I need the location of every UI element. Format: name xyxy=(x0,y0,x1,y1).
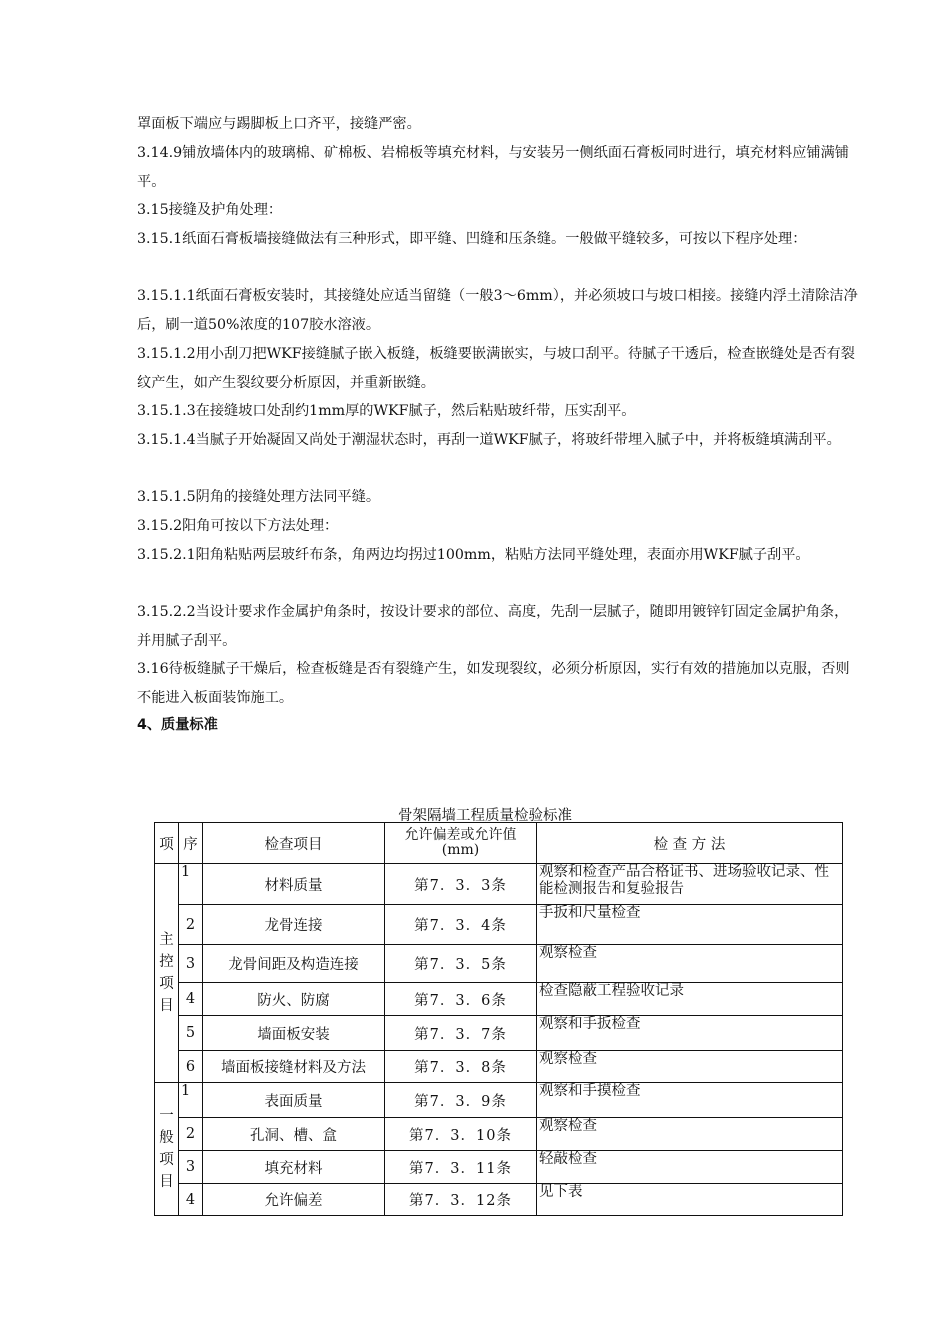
table-row xyxy=(155,1051,843,1083)
header-category: 项 xyxy=(155,823,179,864)
table-row xyxy=(155,1118,843,1151)
row-item: 孔洞、槽、盒 xyxy=(203,1118,385,1151)
table-row xyxy=(155,983,843,1016)
table-row xyxy=(155,945,843,983)
row-item: 墙面板安装 xyxy=(203,1016,385,1051)
group-general-label: 一 般 项 目 xyxy=(155,1083,179,1216)
header-allowance-line1: 允许偏差或允许值 xyxy=(404,827,517,843)
row-index: 2 xyxy=(179,905,203,945)
header-sequence: 序 xyxy=(179,823,203,864)
section-heading: 4、质量标准 xyxy=(137,717,218,733)
paragraph: 3.15.1.3在接缝坡口处刮约1mm厚的WKF腻子，然后粘贴玻纤带，压实刮平。 xyxy=(137,403,636,419)
row-index: 3 xyxy=(179,1151,203,1184)
header-inspection-item: 检查项目 xyxy=(203,823,385,864)
paragraph: 3.15.1.2用小刮刀把WKF接缝腻子嵌入板缝，板缝要嵌满嵌实，与坡口刮平。待腻子干透后，检查嵌缝处是否有裂纹产生，如产生裂纹要分析原因，并重新嵌缝。 xyxy=(137,346,855,391)
table-row xyxy=(155,905,843,945)
row-item: 防火、防腐 xyxy=(203,983,385,1016)
table-row xyxy=(155,1151,843,1184)
row-reference: 第7．3．6条 xyxy=(385,983,537,1016)
row-index: 6 xyxy=(179,1051,203,1083)
paragraph: 3.15.1纸面石膏板墙接缝做法有三种形式，即平缝、凹缝和压条缝。一般做平缝较多，可按以下程序处理： xyxy=(137,231,807,247)
paragraph: 3.15.1.4当腻子开始凝固又尚处于潮湿状态时，再刮一道WKF腻子，将玻纤带埋入腻子中，并将板缝填满刮平。 xyxy=(137,432,841,448)
table-row xyxy=(155,1016,843,1051)
table-row xyxy=(155,864,843,905)
row-index: 4 xyxy=(179,983,203,1016)
row-index: 5 xyxy=(179,1016,203,1051)
row-index: 2 xyxy=(179,1118,203,1151)
row-method: 见下表 xyxy=(537,1184,843,1216)
row-reference: 第7．3．10条 xyxy=(385,1118,537,1151)
row-item: 表面质量 xyxy=(203,1083,385,1118)
row-reference: 第7．3．3条 xyxy=(385,864,537,905)
table-header-row xyxy=(155,823,843,864)
paragraph: 3.14.9铺放墙体内的玻璃棉、矿棉板、岩棉板等填充材料，与安装另一侧纸面石膏板同时进行，填充材料应铺满铺平。 xyxy=(137,145,849,190)
paragraph: 3.15.2阳角可按以下方法处理： xyxy=(137,518,339,534)
paragraph: 3.15.1.1纸面石膏板安装时，其接缝处应适当留缝（一般3～6mm），并必须坡口与坡口相接。接缝内浮土清除洁净后，刷一道50%浓度的107胶水溶液。 xyxy=(137,288,858,333)
row-method: 观察检查 xyxy=(537,1051,843,1083)
row-index: 3 xyxy=(179,945,203,983)
row-method: 轻敲检查 xyxy=(537,1151,843,1184)
row-reference: 第7．3．12条 xyxy=(385,1184,537,1216)
header-inspection-method: 检 查 方 法 xyxy=(537,823,843,864)
row-method: 观察检查 xyxy=(537,945,843,983)
header-allowance-unit: (mm) xyxy=(441,842,480,858)
paragraph: 3.15.2.1阳角粘贴两层玻纤布条，角两边均拐过100mm，粘贴方法同平缝处理，表面亦用WKF腻子刮平。 xyxy=(137,547,810,563)
row-item: 材料质量 xyxy=(203,864,385,905)
quality-standard-table xyxy=(154,822,843,1216)
paragraph: 3.16待板缝腻子干燥后，检查板缝是否有裂缝产生，如发现裂纹，必须分析原因，实行有效的措施加以克服，否则不能进入板面装饰施工。 xyxy=(137,661,850,706)
paragraph: 3.15.1.5阴角的接缝处理方法同平缝。 xyxy=(137,489,381,505)
paragraph: 3.15接缝及护角处理： xyxy=(137,202,283,218)
row-item: 龙骨间距及构造连接 xyxy=(203,945,385,983)
table-row xyxy=(155,1184,843,1216)
paragraph: 罩面板下端应与踢脚板上口齐平，接缝严密。 xyxy=(137,116,421,132)
row-method: 手扳和尺量检查 xyxy=(537,905,843,945)
row-method: 观察检查 xyxy=(537,1118,843,1151)
row-index: 1 xyxy=(179,864,203,905)
row-method: 观察和手摸检查 xyxy=(537,1083,843,1118)
row-index: 4 xyxy=(179,1184,203,1216)
row-item: 墙面板接缝材料及方法 xyxy=(203,1051,385,1083)
row-index: 1 xyxy=(179,1083,203,1118)
row-item: 填充材料 xyxy=(203,1151,385,1184)
table-title: 骨架隔墙工程质量检验标准 xyxy=(398,808,572,824)
group-main-control-label: 主 控 项 目 xyxy=(155,864,179,1083)
row-method: 观察和检查产品合格证书、进场验收记录、性能检测报告和复验报告 xyxy=(537,864,843,905)
row-reference: 第7．3．5条 xyxy=(385,945,537,983)
table-row xyxy=(155,1083,843,1118)
row-reference: 第7．3．4条 xyxy=(385,905,537,945)
row-reference: 第7．3．9条 xyxy=(385,1083,537,1118)
row-reference: 第7．3．11条 xyxy=(385,1151,537,1184)
row-method: 观察和手扳检查 xyxy=(537,1016,843,1051)
row-item: 龙骨连接 xyxy=(203,905,385,945)
row-method: 检查隐蔽工程验收记录 xyxy=(537,983,843,1016)
row-reference: 第7．3．7条 xyxy=(385,1016,537,1051)
paragraph: 3.15.2.2当设计要求作金属护角条时，按设计要求的部位、高度，先刮一层腻子，随即用镀锌钉固定金属护角条，并用腻子刮平。 xyxy=(137,604,849,649)
row-reference: 第7．3．8条 xyxy=(385,1051,537,1083)
row-item: 允许偏差 xyxy=(203,1184,385,1216)
header-allowance xyxy=(385,823,537,864)
